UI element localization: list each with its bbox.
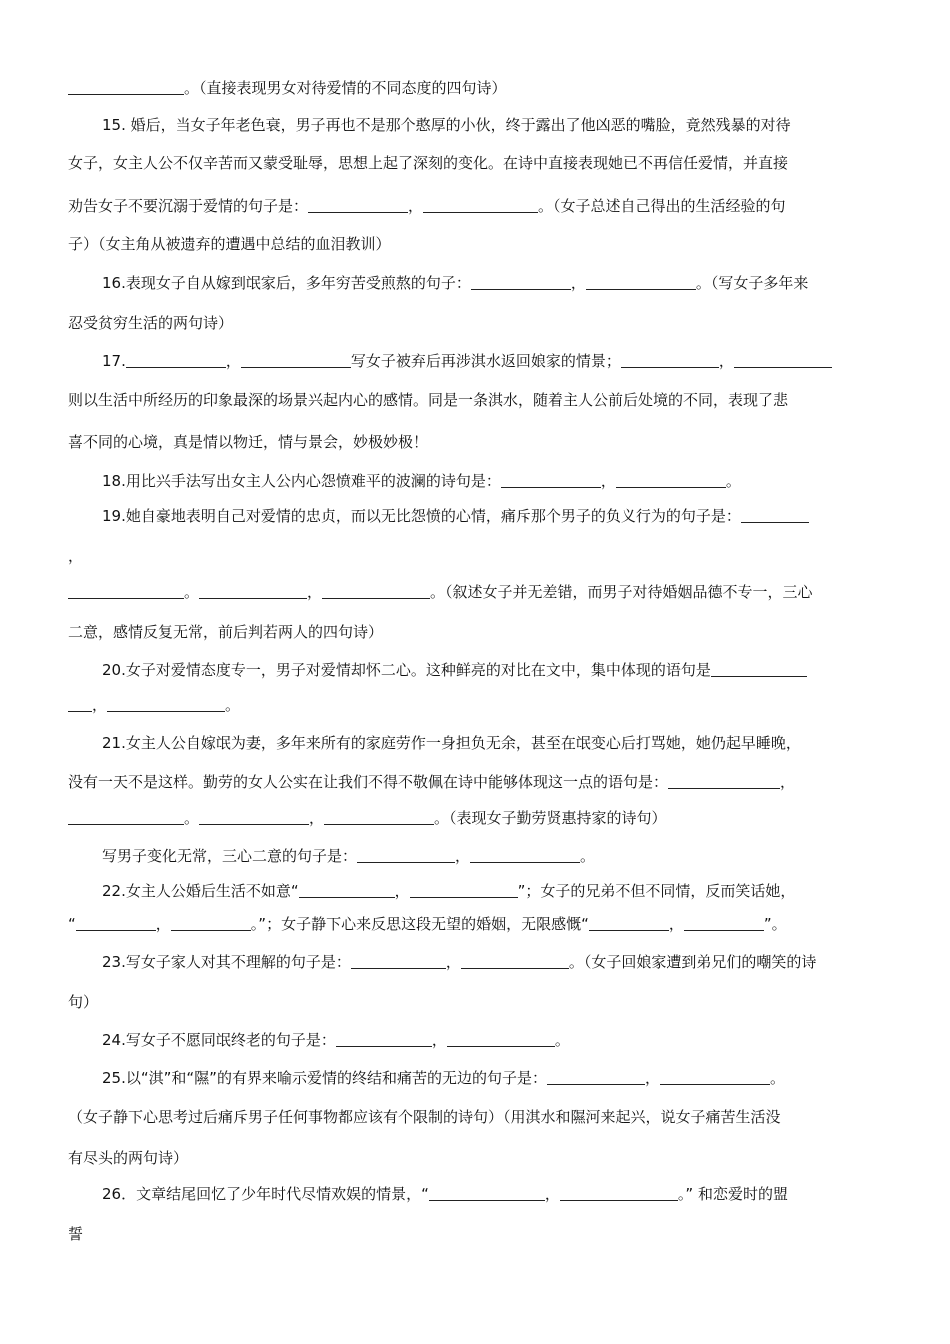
- answer-blank[interactable]: [471, 274, 571, 290]
- answer-blank[interactable]: [586, 274, 696, 290]
- text: 喜不同的心境，真是情以物迁，情与景会，妙极妙极！: [68, 433, 429, 451]
- text: ，: [780, 773, 796, 791]
- text: ，: [408, 197, 424, 215]
- text-line: [68, 196, 883, 216]
- text: ，: [431, 1031, 447, 1049]
- text: 17.: [102, 352, 126, 370]
- answer-blank[interactable]: [461, 953, 569, 969]
- question-18: [102, 471, 883, 491]
- text: 16.表现女子自从嫁到氓家后，多年穷苦受煎熬的句子：: [102, 274, 471, 292]
- question-17: [102, 351, 883, 371]
- question-26: [102, 1184, 883, 1204]
- text: 。（女子回娘家遭到弟兄们的嘲笑的诗: [568, 953, 817, 971]
- text: ，: [309, 809, 325, 827]
- text: ，: [155, 915, 171, 933]
- text: 。: [554, 1031, 570, 1049]
- text: 。: [184, 583, 200, 601]
- text: 。: [225, 696, 241, 714]
- answer-blank[interactable]: [171, 915, 251, 931]
- text-line: [102, 846, 883, 866]
- answer-blank[interactable]: [199, 583, 307, 599]
- answer-blank[interactable]: [68, 79, 184, 95]
- text: 。（直接表现男女对待爱情的不同态度的四句诗）: [184, 79, 507, 97]
- text: ，: [225, 352, 241, 370]
- answer-blank[interactable]: [336, 1031, 432, 1047]
- answer-blank[interactable]: [616, 472, 726, 488]
- question-25: [102, 1068, 883, 1088]
- text: （女子静下心思考过后痛斥男子任何事物都应该有个限制的诗句）（用淇水和隰河来起兴，说女子痛苦生活没: [68, 1108, 781, 1126]
- text: 子）（女主角从被遗弃的遭遇中总结的血泪教训）: [68, 235, 391, 253]
- text-line: [68, 914, 883, 934]
- text: ，: [644, 1069, 660, 1087]
- text: ，: [445, 953, 461, 971]
- text: 。（叙述女子并无差错，而男子对待婚姻品德不专一，三心: [430, 583, 813, 601]
- answer-blank[interactable]: [684, 915, 764, 931]
- answer-blank[interactable]: [241, 352, 351, 368]
- text: 。”: [677, 1185, 694, 1203]
- answer-blank[interactable]: [560, 1185, 678, 1201]
- text: ，: [68, 547, 84, 565]
- answer-blank[interactable]: [470, 847, 580, 863]
- text: ”。: [763, 915, 787, 933]
- text-line: [68, 622, 883, 642]
- text: 。（写女子多年来: [695, 274, 809, 292]
- text-line: [68, 582, 883, 602]
- text-line: [68, 432, 883, 452]
- answer-blank[interactable]: [68, 583, 184, 599]
- answer-blank[interactable]: [299, 882, 395, 898]
- text: ，: [600, 472, 616, 490]
- question-16: [102, 273, 883, 293]
- answer-blank[interactable]: [107, 696, 225, 712]
- text-line: [68, 153, 883, 173]
- answer-blank[interactable]: [308, 197, 408, 213]
- answer-blank[interactable]: [741, 507, 809, 523]
- text: 。: [725, 472, 741, 490]
- text-line: [68, 234, 883, 254]
- text: 。: [184, 809, 200, 827]
- text-line: [68, 695, 883, 715]
- answer-blank[interactable]: [322, 583, 430, 599]
- text: ”；女子的兄弟不但不同情，反而笑话她，: [517, 882, 796, 900]
- text: ，: [544, 1185, 560, 1203]
- question-20: [102, 660, 883, 680]
- text: 没有一天不是这样。勤劳的女人公实在让我们不得不敬佩在诗中能够体现这一点的语句是：: [68, 773, 669, 791]
- text: ，: [570, 274, 586, 292]
- text: 18.用比兴手法写出女主人公内心怨愤难平的波澜的诗句是：: [102, 472, 501, 490]
- question-15: [102, 115, 883, 135]
- text-line: [68, 1224, 883, 1244]
- answer-blank[interactable]: [126, 352, 226, 368]
- answer-blank[interactable]: [734, 352, 832, 368]
- answer-blank[interactable]: [501, 472, 601, 488]
- text: ，: [455, 847, 471, 865]
- text: 和恋爱时的盟: [693, 1185, 788, 1203]
- answer-blank[interactable]: [410, 882, 518, 898]
- answer-blank[interactable]: [621, 352, 719, 368]
- text: 15. 婚后，当女子年老色衰，男子再也不是那个憨厚的小伙，终于露出了他凶恶的嘴脸，竟然残暴的对待: [102, 116, 791, 134]
- answer-blank[interactable]: [68, 696, 92, 712]
- text: 。: [769, 1069, 785, 1087]
- answer-blank[interactable]: [68, 809, 184, 825]
- text: 写男子变化无常，三心二意的句子是：: [102, 847, 358, 865]
- text: 忍受贫穷生活的两句诗）: [68, 314, 234, 332]
- text: 21.女主人公自嫁氓为妻，多年来所有的家庭劳作一身担负无余，甚至在氓变心后打骂她，她仍起早睡晚，: [102, 734, 801, 752]
- text: 。（女子总述自己得出的生活经验的句: [538, 197, 786, 215]
- text: 26．文章结尾回忆了少年时代尽情欢娱的情景，“: [102, 1185, 429, 1203]
- answer-blank[interactable]: [711, 661, 807, 677]
- answer-blank[interactable]: [447, 1031, 555, 1047]
- answer-blank[interactable]: [199, 809, 309, 825]
- text: 24.写女子不愿同氓终老的句子是：: [102, 1031, 336, 1049]
- text: 劝告女子不要沉溺于爱情的句子是：: [68, 197, 309, 215]
- answer-blank[interactable]: [351, 953, 446, 969]
- text: 句）: [68, 993, 99, 1011]
- question-23: [102, 952, 883, 972]
- answer-blank[interactable]: [324, 809, 434, 825]
- text-line: [68, 546, 883, 566]
- text: 女子，女主人公不仅辛苦而又蒙受耻辱，思想上起了深刻的变化。在诗中直接表现她已不再信任爱情，并直接: [68, 154, 789, 172]
- text: ，: [668, 915, 684, 933]
- text: 则以生活中所经历的印象最深的场景兴起内心的感情。同是一条淇水，随着主人公前后处境的不同，表现了悲: [68, 391, 789, 409]
- text: 22.女主人公婚后生活不如意“: [102, 882, 299, 900]
- answer-blank[interactable]: [357, 847, 455, 863]
- text: ，: [92, 696, 108, 714]
- answer-blank[interactable]: [76, 915, 156, 931]
- text: 19.她自豪地表明自己对爱情的忠贞，而以无比怨愤的心情，痛斥那个男子的负义行为的句子是：: [102, 507, 741, 525]
- answer-blank[interactable]: [589, 915, 669, 931]
- text-line: [68, 1148, 883, 1168]
- text: ，: [718, 352, 734, 370]
- text: 。（表现女子勤劳贤惠持家的诗句）: [434, 809, 667, 827]
- question-21: [102, 733, 883, 753]
- answer-blank[interactable]: [429, 1185, 545, 1201]
- answer-blank[interactable]: [668, 773, 780, 789]
- text: ，: [394, 882, 410, 900]
- question-19: [102, 506, 883, 526]
- text-line: [68, 992, 883, 1012]
- text: 20.女子对爱情态度专一，男子对爱情却怀二心。这种鲜亮的对比在文中，集中体现的语句是: [102, 661, 711, 679]
- question-24: [102, 1030, 883, 1050]
- answer-blank[interactable]: [423, 197, 538, 213]
- text-line: [68, 1107, 883, 1127]
- answer-blank[interactable]: [547, 1069, 645, 1085]
- text-line: [68, 772, 883, 792]
- text: 有尽头的两句诗）: [68, 1149, 189, 1167]
- text: 。: [580, 847, 596, 865]
- text: 。”；女子静下心来反思这段无望的婚姻，无限感慨“: [250, 915, 589, 933]
- answer-blank[interactable]: [660, 1069, 770, 1085]
- question-22: [102, 881, 883, 901]
- text: 二意，感情反复无常，前后判若两人的四句诗）: [68, 623, 384, 641]
- text: “: [68, 915, 76, 933]
- text: ，: [307, 583, 323, 601]
- text: 写女子被弃后再涉淇水返回娘家的情景；: [350, 352, 621, 370]
- text-line: [68, 313, 883, 333]
- text-line: [68, 78, 883, 98]
- text: 23.写女子家人对其不理解的句子是：: [102, 953, 351, 971]
- text-line: [68, 808, 883, 828]
- text: 25.以“淇”和“隰”的有界来喻示爱情的终结和痛苦的无边的句子是：: [102, 1069, 547, 1087]
- text-line: [68, 390, 883, 410]
- text: 誓: [68, 1225, 84, 1243]
